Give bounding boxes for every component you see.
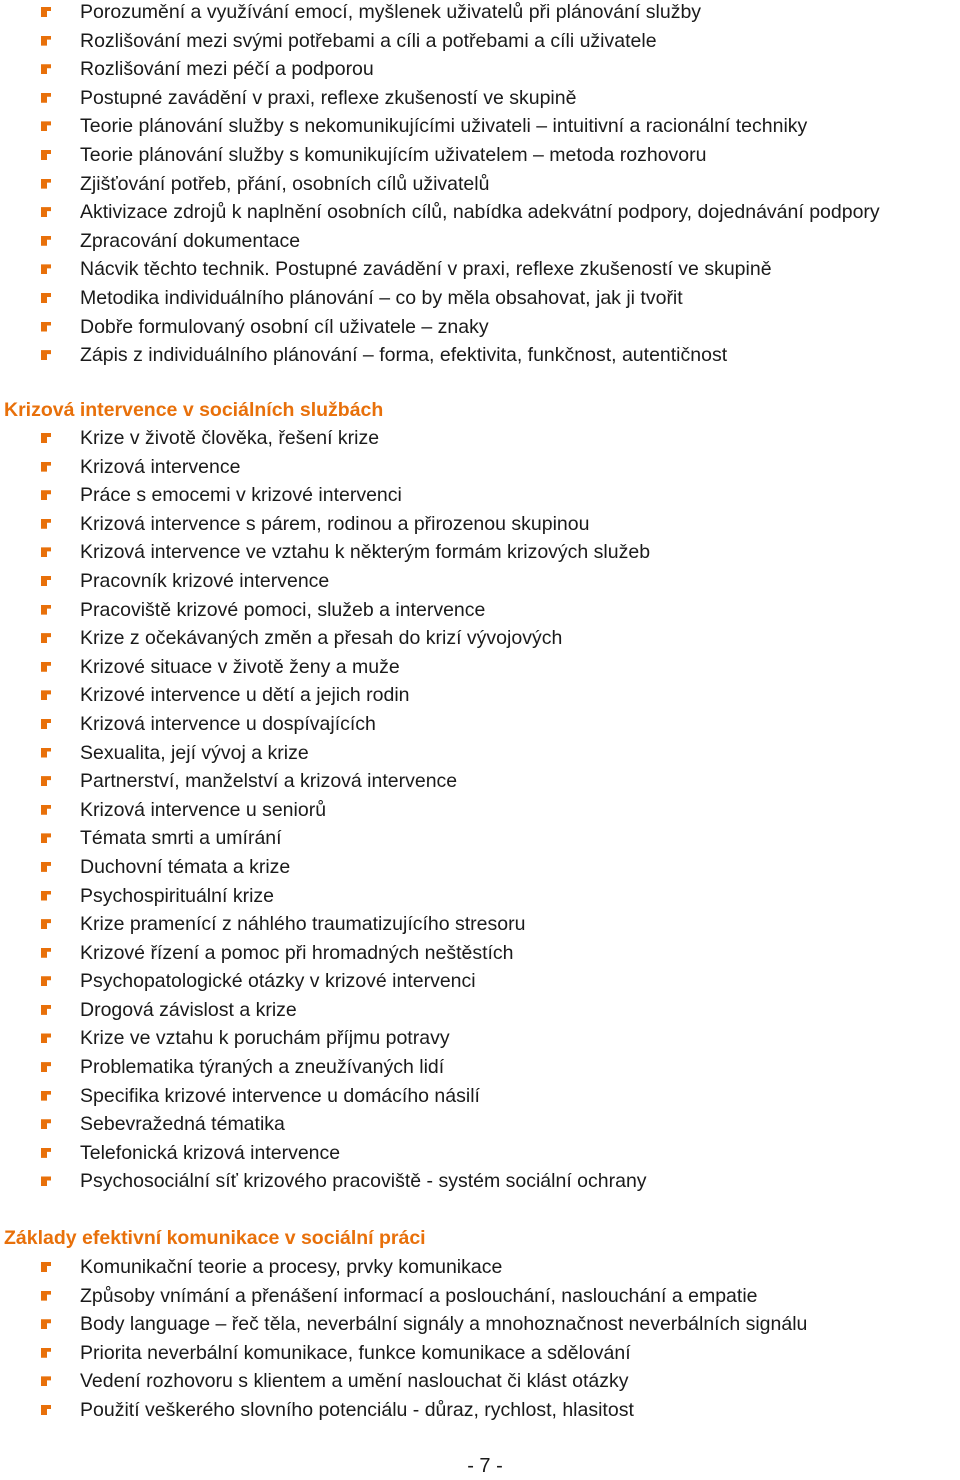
list-item bbox=[0, 227, 880, 256]
square-bullet-icon bbox=[41, 1262, 51, 1272]
square-bullet-icon bbox=[41, 1348, 51, 1358]
list-item bbox=[0, 141, 880, 170]
list-item-text: Drogová závislost a krize bbox=[80, 998, 297, 1021]
square-bullet-icon bbox=[41, 236, 51, 246]
list-item-text: Krize pramenící z náhlého traumatizujícího stresoru bbox=[80, 913, 526, 936]
list-item-text: Rozlišování mezi péčí a podporou bbox=[80, 58, 374, 81]
list-item-text: Komunikační teorie a procesy, prvky komunikace bbox=[80, 1256, 503, 1278]
crisis-intervention-bullet-list bbox=[0, 424, 650, 1196]
list-item bbox=[0, 1024, 650, 1053]
list-item bbox=[0, 567, 650, 596]
list-item bbox=[0, 198, 880, 227]
square-bullet-icon bbox=[41, 293, 51, 303]
list-item bbox=[0, 967, 650, 996]
list-item-text: Krize ve vztahu k poruchám příjmu potravy bbox=[80, 1027, 450, 1050]
list-item bbox=[0, 1339, 807, 1368]
list-item bbox=[0, 170, 880, 199]
square-bullet-icon bbox=[41, 547, 51, 557]
list-item bbox=[0, 453, 650, 482]
list-item-text: Teorie plánování služby s nekomunikujícími uživateli – intuitivní a racionální techniky bbox=[80, 115, 808, 138]
list-item-text: Porozumění a využívání emocí, myšlenek uživatelů při plánování služby bbox=[80, 1, 702, 23]
square-bullet-icon bbox=[41, 433, 51, 443]
square-bullet-icon bbox=[41, 519, 51, 529]
list-item bbox=[0, 1167, 650, 1196]
square-bullet-icon bbox=[41, 490, 51, 500]
list-item bbox=[0, 0, 880, 27]
list-item-text: Témata smrti a umírání bbox=[80, 827, 282, 850]
square-bullet-icon bbox=[41, 1005, 51, 1015]
list-item bbox=[0, 27, 880, 56]
square-bullet-icon bbox=[41, 1119, 51, 1129]
square-bullet-icon bbox=[41, 350, 51, 360]
list-item-text: Body language – řeč těla, neverbální signály a mnohoznačnost neverbálních signálu bbox=[80, 1313, 808, 1336]
square-bullet-icon bbox=[41, 605, 51, 615]
list-item bbox=[0, 284, 880, 313]
section-heading-communication: Základy efektivní komunikace v sociální práci bbox=[4, 1227, 426, 1249]
list-item bbox=[0, 824, 650, 853]
square-bullet-icon bbox=[41, 1405, 51, 1415]
list-item bbox=[0, 424, 650, 453]
list-item-text: Postupné zavádění v praxi, reflexe zkušeností ve skupině bbox=[80, 86, 577, 109]
square-bullet-icon bbox=[41, 748, 51, 758]
list-item bbox=[0, 796, 650, 825]
section-heading-crisis-intervention: Krizová intervence v sociálních službách bbox=[4, 399, 384, 421]
list-item bbox=[0, 1396, 807, 1425]
list-item bbox=[0, 996, 650, 1025]
square-bullet-icon bbox=[41, 862, 51, 872]
list-item-text: Vedení rozhovoru s klientem a umění naslouchat či klást otázky bbox=[80, 1370, 629, 1393]
communication-bullet-list bbox=[0, 1253, 807, 1425]
square-bullet-icon bbox=[41, 891, 51, 901]
square-bullet-icon bbox=[41, 64, 51, 74]
square-bullet-icon bbox=[41, 1148, 51, 1158]
square-bullet-icon bbox=[41, 1091, 51, 1101]
list-item bbox=[0, 1282, 807, 1311]
square-bullet-icon bbox=[41, 976, 51, 986]
square-bullet-icon bbox=[41, 207, 51, 217]
list-item-text: Psychosociální síť krizového pracoviště - systém sociální ochrany bbox=[80, 1170, 647, 1193]
square-bullet-icon bbox=[41, 1176, 51, 1186]
list-item bbox=[0, 112, 880, 141]
square-bullet-icon bbox=[41, 919, 51, 929]
list-item-text: Krizové řízení a pomoc při hromadných neštěstích bbox=[80, 941, 514, 964]
list-item bbox=[0, 596, 650, 625]
list-item-text: Způsoby vnímání a přenášení informací a poslouchání, naslouchání a empatie bbox=[80, 1284, 758, 1307]
square-bullet-icon bbox=[41, 1291, 51, 1301]
square-bullet-icon bbox=[41, 805, 51, 815]
list-item-text: Problematika týraných a zneužívaných lidí bbox=[80, 1056, 445, 1079]
list-item-text: Nácvik těchto technik. Postupné zavádění v praxi, reflexe zkušeností ve skupině bbox=[80, 258, 772, 281]
list-item-text: Krizové situace v životě ženy a muže bbox=[80, 655, 400, 678]
list-item-text: Aktivizace zdrojů k naplnění osobních cílů, nabídka adekvátní podpory, dojednávání podpory bbox=[80, 201, 880, 224]
list-item-text: Partnerství, manželství a krizová intervence bbox=[80, 770, 458, 793]
list-item bbox=[0, 882, 650, 911]
square-bullet-icon bbox=[41, 1062, 51, 1072]
list-item bbox=[0, 653, 650, 682]
list-item bbox=[0, 1367, 807, 1396]
square-bullet-icon bbox=[41, 576, 51, 586]
square-bullet-icon bbox=[41, 776, 51, 786]
list-item bbox=[0, 481, 650, 510]
list-item-text: Pracovník krizové intervence bbox=[80, 569, 330, 592]
square-bullet-icon bbox=[41, 690, 51, 700]
square-bullet-icon bbox=[41, 179, 51, 189]
square-bullet-icon bbox=[41, 1376, 51, 1386]
list-item-text: Duchovní témata a krize bbox=[80, 855, 291, 878]
list-item-text: Použití veškerého slovního potenciálu - důraz, rychlost, hlasitost bbox=[80, 1398, 634, 1421]
square-bullet-icon bbox=[41, 719, 51, 729]
list-item bbox=[0, 1253, 807, 1282]
square-bullet-icon bbox=[41, 264, 51, 274]
list-item bbox=[0, 1139, 650, 1168]
list-item-text: Sexualita, její vývoj a krize bbox=[80, 741, 309, 764]
square-bullet-icon bbox=[41, 7, 51, 17]
list-item-text: Zjišťování potřeb, přání, osobních cílů uživatelů bbox=[80, 172, 490, 195]
list-item bbox=[0, 624, 650, 653]
list-item-text: Psychopatologické otázky v krizové intervenci bbox=[80, 970, 476, 993]
list-item-text: Rozlišování mezi svými potřebami a cíli a potřebami a cíli uživatele bbox=[80, 29, 657, 52]
list-item-text: Sebevražedná tématika bbox=[80, 1113, 285, 1136]
list-item bbox=[0, 510, 650, 539]
square-bullet-icon bbox=[41, 150, 51, 160]
list-item bbox=[0, 681, 650, 710]
square-bullet-icon bbox=[41, 121, 51, 131]
list-item-text: Krize v životě člověka, řešení krize bbox=[80, 427, 380, 449]
list-item-text: Telefonická krizová intervence bbox=[80, 1141, 341, 1164]
list-item-text: Priorita neverbální komunikace, funkce komunikace a sdělování bbox=[80, 1341, 631, 1364]
square-bullet-icon bbox=[41, 1319, 51, 1329]
list-item-text: Dobře formulovaný osobní cíl uživatele – znaky bbox=[80, 315, 489, 338]
list-item-text: Specifika krizové intervence u domácího násilí bbox=[80, 1084, 480, 1107]
square-bullet-icon bbox=[41, 633, 51, 643]
list-item-text: Krize z očekávaných změn a přesah do krizí vývojových bbox=[80, 627, 563, 650]
list-item-text: Metodika individuálního plánování – co by měla obsahovat, jak ji tvořit bbox=[80, 286, 683, 309]
list-item bbox=[0, 1110, 650, 1139]
list-item bbox=[0, 767, 650, 796]
list-item bbox=[0, 1082, 650, 1111]
list-item bbox=[0, 255, 880, 284]
list-item bbox=[0, 1053, 650, 1082]
square-bullet-icon bbox=[41, 833, 51, 843]
list-item bbox=[0, 910, 650, 939]
list-item-text: Psychospirituální krize bbox=[80, 884, 274, 907]
list-item bbox=[0, 84, 880, 113]
list-item-text: Zpracování dokumentace bbox=[80, 229, 301, 252]
square-bullet-icon bbox=[41, 93, 51, 103]
list-item-text: Práce s emocemi v krizové intervenci bbox=[80, 484, 402, 507]
page-number: - 7 - bbox=[467, 1455, 503, 1477]
square-bullet-icon bbox=[41, 322, 51, 332]
list-item bbox=[0, 710, 650, 739]
list-item bbox=[0, 55, 880, 84]
square-bullet-icon bbox=[41, 36, 51, 46]
square-bullet-icon bbox=[41, 462, 51, 472]
list-item bbox=[0, 538, 650, 567]
list-item-text: Pracoviště krizové pomoci, služeb a intervence bbox=[80, 598, 486, 621]
list-item bbox=[0, 1310, 807, 1339]
intro-bullet-list bbox=[0, 0, 880, 370]
list-item-text: Zápis z individuálního plánování – forma, efektivita, funkčnost, autentičnost bbox=[80, 344, 728, 367]
list-item-text: Krizová intervence bbox=[80, 455, 241, 478]
list-item bbox=[0, 853, 650, 882]
list-item-text: Krizové intervence u dětí a jejich rodin bbox=[80, 684, 410, 707]
list-item bbox=[0, 939, 650, 968]
list-item bbox=[0, 739, 650, 768]
square-bullet-icon bbox=[41, 948, 51, 958]
list-item bbox=[0, 313, 880, 342]
square-bullet-icon bbox=[41, 662, 51, 672]
square-bullet-icon bbox=[41, 1033, 51, 1043]
list-item-text: Krizová intervence s párem, rodinou a přirozenou skupinou bbox=[80, 512, 590, 535]
list-item-text: Teorie plánování služby s komunikujícím uživatelem – metoda rozhovoru bbox=[80, 143, 707, 166]
list-item bbox=[0, 341, 880, 370]
list-item-text: Krizová intervence u seniorů bbox=[80, 798, 327, 821]
list-item-text: Krizová intervence ve vztahu k některým formám krizových služeb bbox=[80, 541, 651, 564]
list-item-text: Krizová intervence u dospívajících bbox=[80, 712, 376, 735]
